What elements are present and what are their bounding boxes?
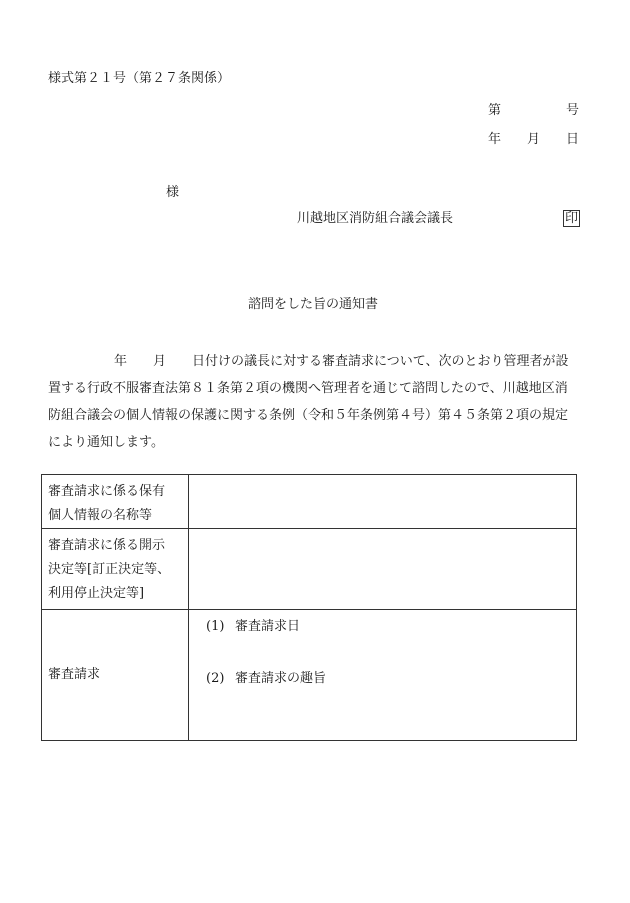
seal-mark: 印 — [565, 211, 579, 226]
item-2-number: (2) — [206, 671, 225, 686]
body-year: 年 — [114, 354, 128, 369]
sender-name: 川越地区消防組合議会議長 — [297, 211, 454, 226]
document-title: 諮問をした旨の通知書 — [248, 297, 379, 312]
body-line-1-rest: 日付けの議長に対する審査請求について、次のとおり管理者が設 — [192, 354, 569, 369]
row3-item-2 — [206, 667, 576, 691]
row2-label-line-2: 決定等[訂正決定等、 — [48, 562, 171, 577]
body-month: 月 — [153, 354, 167, 369]
row3-item-1 — [206, 615, 576, 639]
body-line-3: 防組合議会の個人情報の保護に関する条例（令和５年条例第４号）第４５条第２項の規定 — [48, 408, 569, 423]
doc-number-suffix: 号 — [566, 103, 580, 118]
row2-label-line-3: 利用停止決定等] — [48, 586, 145, 601]
row1-value — [189, 475, 577, 529]
row2-value — [189, 529, 577, 610]
seal-stamp — [563, 210, 580, 227]
item-2-text: 審査請求の趣旨 — [235, 671, 327, 686]
form-number: 様式第２１号（第２７条関係） — [48, 71, 231, 86]
date-year: 年 — [488, 132, 502, 147]
request-details-table — [41, 474, 577, 741]
row1-label-line-1: 審査請求に係る保有 — [48, 484, 166, 499]
date-day: 日 — [566, 132, 580, 147]
row2-label-line-1: 審査請求に係る開示 — [48, 538, 166, 553]
body-line-4: により通知します。 — [48, 435, 164, 450]
row2-label — [42, 529, 189, 610]
row1-label — [42, 475, 189, 529]
body-line-1 — [48, 348, 580, 375]
addressee-honorific: 様 — [166, 185, 180, 200]
table-row — [42, 529, 577, 610]
item-1-number: (1) — [206, 619, 225, 634]
item-1-text: 審査請求日 — [235, 619, 301, 634]
doc-number-prefix: 第 — [488, 103, 502, 118]
row3-label: 審査請求 — [42, 610, 189, 741]
table-row — [42, 475, 577, 529]
date-month: 月 — [527, 132, 541, 147]
body-line-2: 置する行政不服審査法第８１条第２項の機関へ管理者を通じて諮問したので、川越地区消 — [48, 381, 568, 396]
table-row — [42, 610, 577, 741]
row1-label-line-2: 個人情報の名称等 — [48, 508, 153, 523]
row3-value — [189, 610, 577, 741]
body-paragraph — [48, 348, 580, 456]
